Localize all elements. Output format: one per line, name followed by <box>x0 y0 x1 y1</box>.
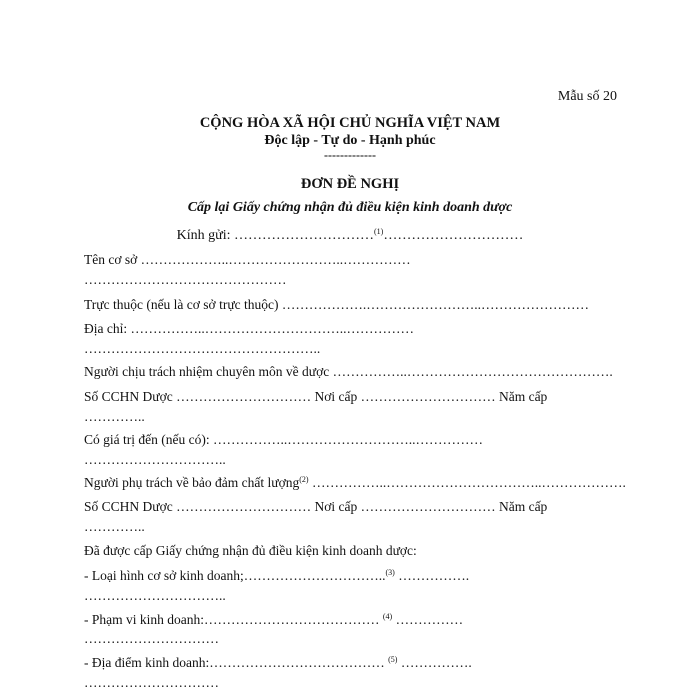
footnote-marker: (5) <box>388 655 398 664</box>
business-type-blank: ……………. <box>394 568 470 583</box>
business-location-line <box>84 655 472 671</box>
business-type-line <box>84 568 469 584</box>
business-type-label: - Loại hình cơ sở kinh doanh;………………………….. <box>84 568 386 583</box>
cchn-line-1: Số CCHN Dược ………………………… Nơi cấp ………………………… Năm cấp <box>84 389 548 404</box>
country-name: CỘNG HÒA XÃ HỘI CHỦ NGHĨA VIỆT NAM <box>199 115 501 131</box>
recipient-line <box>0 228 700 244</box>
cchn-line-2-continuation: ………….. <box>84 519 145 534</box>
facility-name-line: Tên cơ sở ………………..……………………..…………… <box>84 252 411 267</box>
business-type-continuation: ………………………….. <box>84 588 226 603</box>
issued-heading: Đã được cấp Giấy chứng nhận đủ điều kiện kinh doanh dược: <box>84 543 417 558</box>
valid-until-line: Có giá trị đến (nếu có): ……………..………………………..…………… <box>84 432 483 447</box>
valid-until-continuation: ………………………….. <box>84 452 226 467</box>
national-header <box>0 114 700 161</box>
business-scope-blank: …………… <box>392 612 464 627</box>
footnote-marker: (3) <box>385 568 395 577</box>
cchn-line-1-continuation: ………….. <box>84 409 145 424</box>
pharma-manager-line: Người chịu trách nhiệm chuyên môn về dược ……………..………………………………………. <box>84 364 613 379</box>
business-location-continuation: ………………………… <box>84 675 219 690</box>
cchn-line-2: Số CCHN Dược ………………………… Nơi cấp ………………………… Năm cấp <box>84 499 548 514</box>
quality-manager-line <box>84 475 626 491</box>
affiliation-line: Trực thuộc (nếu là cơ sở trực thuộc) ……………….……………………..…………………… <box>84 297 589 312</box>
business-location-blank: ……………. <box>397 655 472 670</box>
header-divider: ------------- <box>324 148 376 162</box>
form-number: Mẫu số 20 <box>557 89 617 104</box>
footnote-marker: (2) <box>299 475 309 484</box>
quality-manager-blank: ……………..……………………………..………………. <box>308 475 626 490</box>
address-line: Địa chỉ: ……………..…………………………..…………… <box>84 321 414 336</box>
quality-manager-label: Người phụ trách về bảo đảm chất lượng <box>84 475 300 490</box>
recipient-blank: ………………………… <box>383 228 524 243</box>
address-continuation: …………………………………………….. <box>84 341 321 356</box>
business-scope-line <box>84 612 463 628</box>
national-motto: Độc lập - Tự do - Hạnh phúc <box>264 133 436 148</box>
footnote-marker: (4) <box>382 612 393 621</box>
document-subtitle: Cấp lại Giấy chứng nhận đủ điều kiện kinh doanh dược <box>187 200 513 215</box>
document-title: ĐƠN ĐỀ NGHỊ <box>300 176 400 192</box>
business-scope-continuation: ………………………… <box>84 631 219 646</box>
footnote-marker: (1) <box>374 227 384 236</box>
facility-name-continuation: ……………………………………… <box>84 272 287 287</box>
recipient-label: Kính gửi: ………………………… <box>176 228 375 243</box>
business-scope-label: - Phạm vi kinh doanh:………………………………… <box>84 612 383 627</box>
business-location-label: - Địa điểm kinh doanh:………………………………… <box>84 655 389 670</box>
